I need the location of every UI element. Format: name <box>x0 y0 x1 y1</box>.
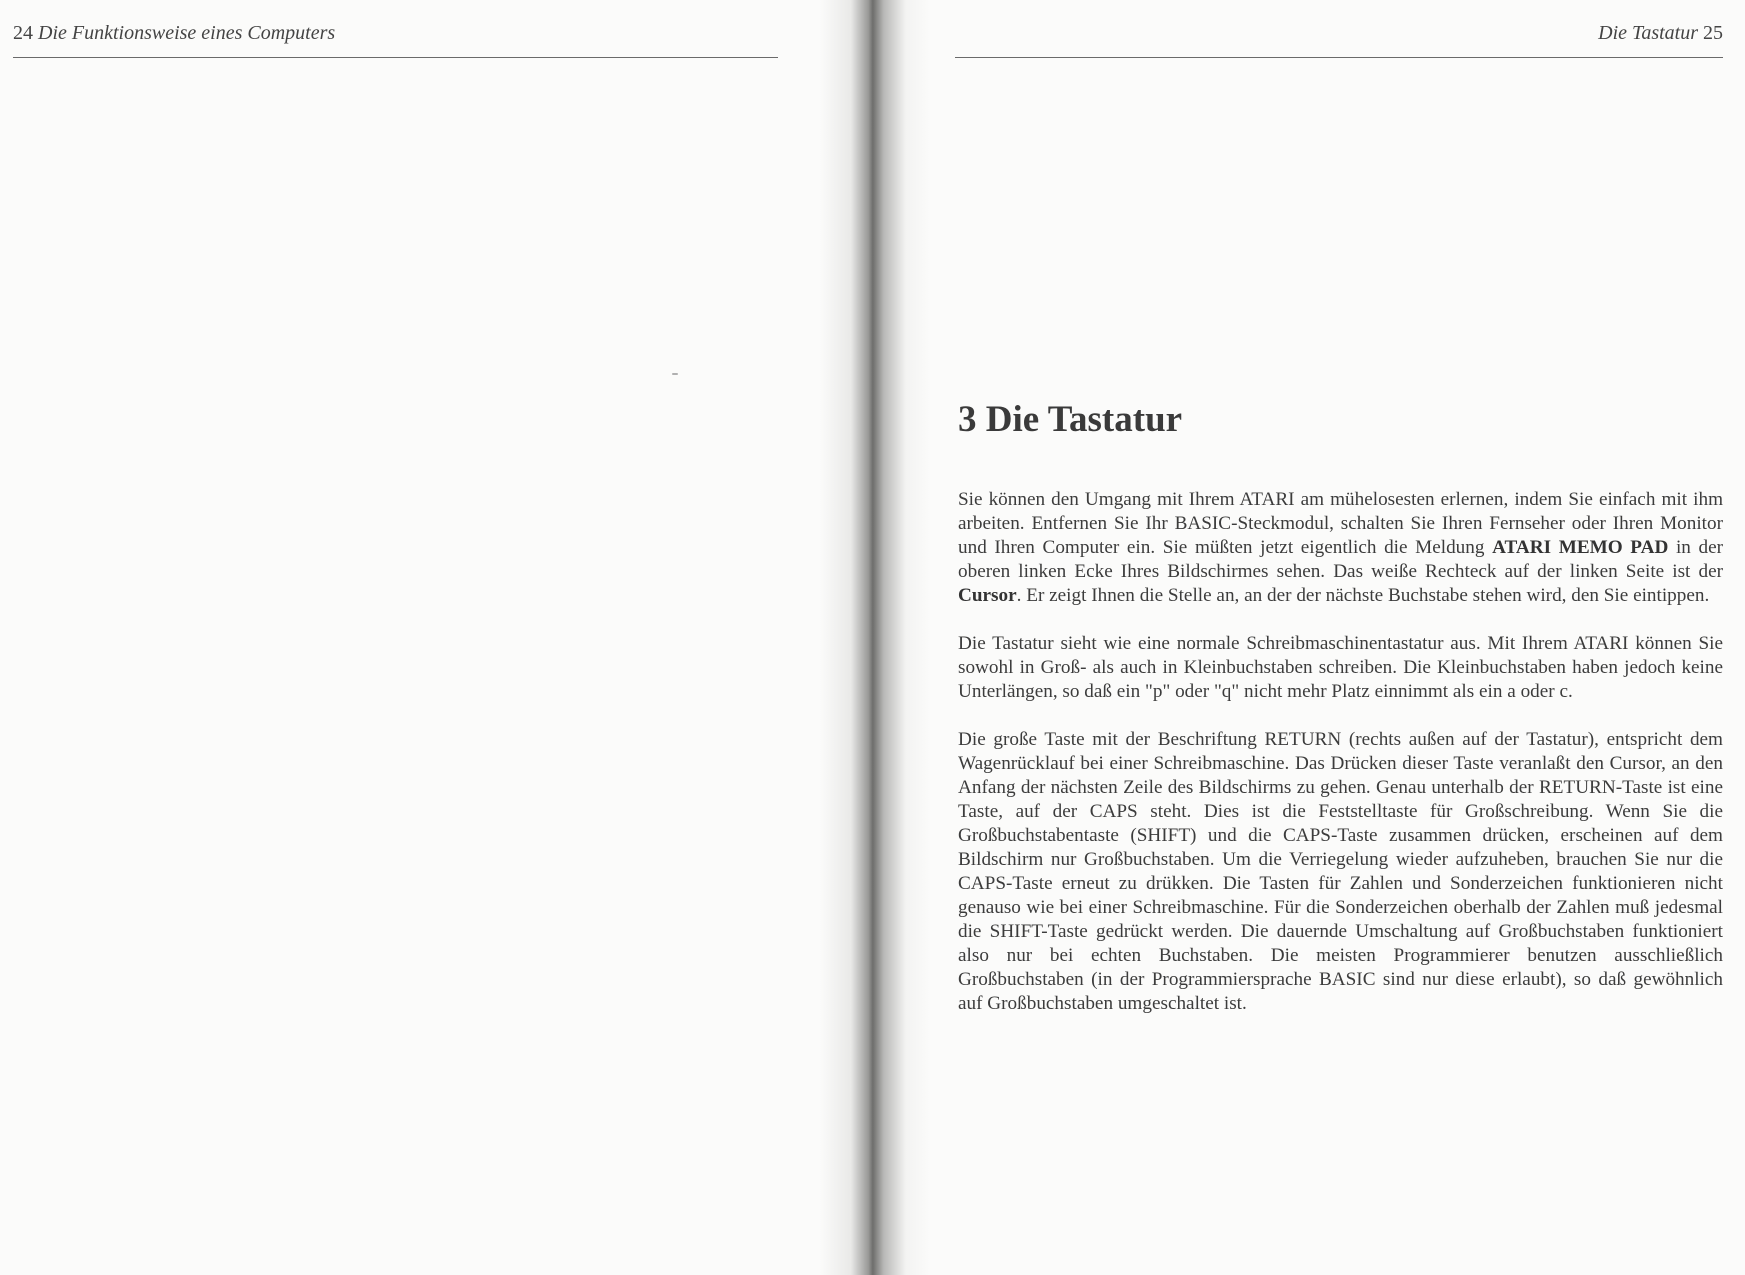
right-page <box>855 0 1745 1275</box>
print-speck <box>672 373 678 375</box>
body-text <box>958 488 1723 1040</box>
text-run: in der oberen linken Ecke Ihres Bildschirmes sehen. Das weiße Rechteck auf der linken Seite ist der <box>958 537 1724 582</box>
paragraph-2 <box>958 632 1723 704</box>
paragraph-3 <box>958 728 1723 1016</box>
left-running-head <box>13 22 335 45</box>
text-run: Die große Taste mit der Beschriftung RETURN (rechts außen auf der Tastatur), entspricht dem Wagenrücklauf bei einer Schreibmaschine. Das Drücken dieser Taste veranlaßt den Cursor, an den Anfang der nächsten Zeile des Bildschirms zu gehen. Genau unterhalb der RETURN-Taste ist eine Taste, auf der CAPS steht. Dies ist die Feststelltaste für Großschreibung. Wenn Sie die Großbuchstabentaste (SHIFT) und die CAPS-Taste zusammen drücken, erscheinen auf dem Bildschirm nur Großbuchstaben. Um die Verriegelung wieder aufzuheben, brauchen Sie nur die CAPS-Taste erneut zu drükken. Die Tasten für Zahlen und Sonderzeichen funktionieren nicht genauso wie bei einer Schreibmaschine. Für die Sonderzeichen oberhalb der Zahlen muß jedesmal die SHIFT-Taste gedrückt werden. Die dauernde Umschaltung auf Großbuchstaben funktioniert also nur bei echten Buchstaben. Die meisten Programmierer benutzen ausschließlich Großbuchstaben (in der Programmiersprache BASIC sind nur diese erlaubt), so daß gewöhnlich auf Großbuchstaben umgeschaltet ist. <box>958 729 1723 1014</box>
text-run: Sie können den Umgang mit Ihrem ATARI am mühelosesten erlernen, indem Sie einfach mit ihm arbeiten. Entfernen Sie Ihr BASIC-Steckmodul, schalten Sie Ihren Fernseher oder Ihren Monitor und Ihren Computer ein. Sie müßten jetzt eigentlich die Meldung <box>958 489 1723 558</box>
bold-term: Cursor <box>958 585 1017 606</box>
left-header-rule <box>13 57 778 58</box>
text-run: Die Tastatur sieht wie eine normale Schreibmaschinentastatur aus. Mit Ihrem ATARI können Sie sowohl in Groß- als auch in Kleinbuchstaben schreiben. Die Kleinbuchstaben haben jedoch keine Unterlängen, so daß ein "p" oder "q" nicht mehr Platz einnimmt als ein a oder c. <box>958 633 1723 702</box>
right-header-rule <box>955 57 1723 58</box>
paragraph-1 <box>958 488 1723 608</box>
left-running-head-title: Die Funktionsweise eines Computers <box>38 22 336 44</box>
chapter-title: 3 Die Tastatur <box>958 399 1183 440</box>
book-gutter-shadow <box>820 0 930 1275</box>
right-running-head <box>1598 22 1723 45</box>
left-page-number: 24 <box>13 22 33 44</box>
bold-term: ATARI MEMO PAD <box>1492 537 1669 558</box>
left-page <box>0 0 855 1275</box>
right-page-number: 25 <box>1703 22 1723 44</box>
text-run: . Er zeigt Ihnen die Stelle an, an der der nächste Buchstabe stehen wird, den Sie eintippen. <box>1016 585 1710 606</box>
right-running-head-title: Die Tastatur <box>1598 22 1698 44</box>
